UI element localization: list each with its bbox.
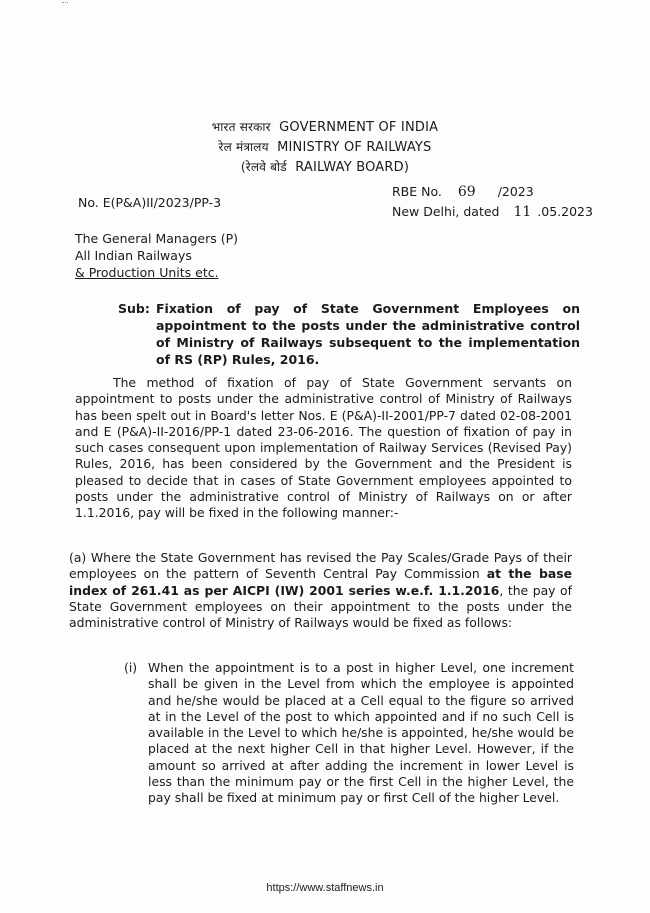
header-hindi-board: (रेलवे बोर्ड: [240, 160, 287, 174]
rbe-number: 69: [457, 184, 476, 200]
header-hindi-ministry: रेल मंत्रालय: [218, 140, 269, 154]
date-rest: .05.2023: [537, 204, 593, 219]
reference-block: [392, 182, 593, 222]
rbe-row: [392, 182, 593, 202]
addressee-line-2: All Indian Railways: [75, 248, 192, 263]
subject-block: [118, 300, 580, 368]
subject-text: Fixation of pay of State Government Employees on appointment to the posts under the administrative control of Ministry of Railways subsequent to the implementation of RS (RP) Rules, 2016.: [156, 301, 580, 367]
scan-speck: [62, 2, 68, 6]
body-paragraph-3: [124, 660, 574, 807]
addressee-line-3: & Production Units etc.: [75, 265, 219, 280]
rbe-label: RBE No.: [392, 184, 442, 199]
body-paragraph-2: [69, 550, 572, 631]
date-row: [392, 202, 593, 222]
file-number: No. E(P&A)II/2023/PP-3: [78, 195, 222, 210]
para2-text-end: , the pay of State Government employees on their appointment to the posts under the administrative control of Ministry of Railways would be fixed as follows:: [69, 582, 572, 631]
para2-bold-text: at the base index of 261.41 as per AICPI (IW) 2001 series w.e.f. 1.1.2016: [69, 566, 572, 598]
place-label: New Delhi, dated: [392, 204, 500, 219]
subject-label: Sub:: [118, 301, 150, 316]
header-english-government: GOVERNMENT OF INDIA: [279, 120, 439, 135]
addressee-line-1: The General Managers (P): [75, 231, 239, 246]
addressee-block: [75, 230, 238, 281]
header-hindi-government: भारत सरकार: [211, 120, 271, 134]
date-day: 11: [513, 204, 532, 220]
header-english-ministry: MINISTRY OF RAILWAYS: [277, 140, 432, 155]
para2-text-start: (a) Where the State Government has revised the Pay Scales/Grade Pays of their employees on the pattern of Seventh Central Pay Commission: [69, 550, 572, 582]
para3-text: When the appointment is to a post in higher Level, one increment shall be given in the Level from which the employee is appointed and he/she would be placed at a Cell equal to the figure so arrived at in the Level of the post to which appointed and if no such Cell is available in the Level to which he/she is appointed, he/she would be placed at the next higher Cell in that higher Level. However, if the amount so arrived at after adding the increment in lower Level is less than the minimum pay or the first Cell in the higher Level, the pay shall be fixed at minimum pay or first Cell of the higher Level.: [148, 660, 574, 806]
header-line-board: [0, 158, 650, 175]
para3-label: (i): [124, 660, 138, 675]
rbe-year: /2023: [497, 184, 534, 199]
footer-url: https://www.staffnews.in: [266, 882, 384, 894]
header-line-ministry: [0, 138, 650, 155]
header-line-government: [0, 118, 650, 135]
body-paragraph-1: The method of fixation of pay of State Government servants on appointment to posts under the administrative control of Ministry of Railways has been spelt out in Board's letter Nos. E (P&A)-II-2001/PP-7 dated 02-08-2001 and E (P&A)-II-2016/PP-1 dated 23-06-2016. The question of fixation of pay in such cases consequent upon implementation of Railway Services (Revised Pay) Rules, 2016, has been considered by the Government and the President is pleased to decide that in cases of State Government employees appointed to posts under the administrative control of Ministry of Railways on or after 1.1.2016, pay will be fixed in the following manner:-: [75, 375, 572, 521]
header-english-board: RAILWAY BOARD): [295, 160, 410, 175]
